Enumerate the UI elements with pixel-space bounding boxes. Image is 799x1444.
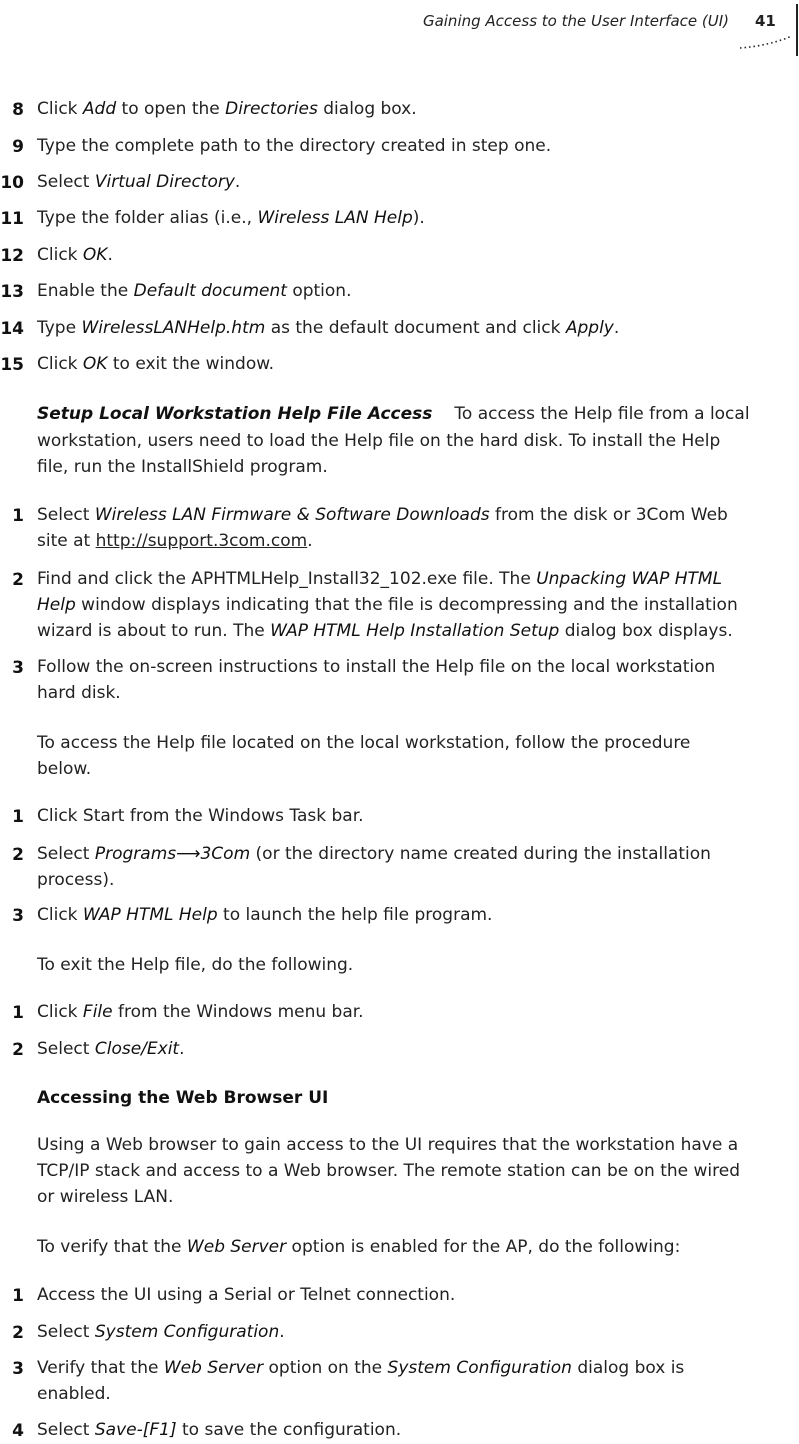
step-number: 1 (12, 1286, 24, 1306)
step-text: Type the folder alias (i.e., Wireless LAN Help). (37, 208, 425, 228)
step-number: 13 (0, 282, 24, 302)
step-text: Find and click the APHTMLHelp_Install32_102.exe file. The Unpacking WAP HTML (37, 569, 723, 589)
local-help-line-2: workstation, users need to load the Help file on the hard disk. To install the Help (37, 431, 721, 451)
step-text-continued: hard disk. (37, 683, 121, 703)
step-number: 2 (12, 845, 24, 865)
step-text: Type the complete path to the directory created in step one. (37, 136, 552, 156)
access-intro-line-2: below. (37, 759, 92, 779)
step-text-continued: site at http://support.3com.com. (37, 531, 313, 551)
step-text: Select Wireless LAN Firmware & Software Downloads from the disk or 3Com Web (37, 505, 728, 525)
step-number: 2 (12, 1323, 24, 1343)
step-number: 3 (12, 1359, 24, 1379)
local-help-line-1: Setup Local Workstation Help File Access To access the Help file from a local (37, 404, 750, 424)
step-text: Access the UI using a Serial or Telnet connection. (37, 1285, 456, 1305)
step-number: 1 (12, 807, 24, 827)
step-number: 11 (0, 209, 24, 229)
step-text: Click File from the Windows menu bar. (37, 1002, 364, 1022)
step-text-continued: enabled. (37, 1384, 111, 1404)
step-text: Follow the on-screen instructions to install the Help file on the local workstation (37, 657, 716, 677)
step-text: Select Programs⟶3Com (or the directory name created during the installation (37, 844, 711, 864)
step-number: 3 (12, 906, 24, 926)
section-run-in-heading: Setup Local Workstation Help File Access (37, 404, 433, 424)
local-help-line-3: file, run the InstallShield program. (37, 457, 328, 477)
running-header-title: Gaining Access to the User Interface (UI) (422, 12, 729, 30)
support-link[interactable]: http://support.3com.com (95, 531, 308, 551)
step-text-continued: wizard is about to run. The WAP HTML Help Installation Setup dialog box displays. (37, 621, 733, 641)
web-para-line-2: TCP/IP stack and access to a Web browser. The remote station can be on the wired (37, 1161, 741, 1181)
step-text: Click Add to open the Directories dialog box. (37, 99, 417, 119)
step-text: Click Start from the Windows Task bar. (37, 806, 364, 826)
web-para-line-1: Using a Web browser to gain access to the UI requires that the workstation have a (37, 1135, 739, 1155)
step-text: Select Close/Exit. (37, 1039, 185, 1059)
step-text: Click WAP HTML Help to launch the help file program. (37, 905, 493, 925)
step-text: Type WirelessLANHelp.htm as the default document and click Apply. (37, 318, 620, 338)
page-number: 41 (755, 12, 776, 30)
step-text: Verify that the Web Server option on the System Configuration dialog box is (37, 1358, 685, 1378)
step-number: 2 (12, 570, 24, 590)
access-intro-line-1: To access the Help file located on the local workstation, follow the procedure (37, 733, 691, 753)
exit-intro: To exit the Help file, do the following. (37, 955, 354, 975)
step-number: 10 (0, 173, 24, 193)
step-text: Select Save-[F1] to save the configuration. (37, 1420, 402, 1440)
step-number: 4 (12, 1421, 24, 1441)
step-number: 3 (12, 658, 24, 678)
page-header (0, 0, 799, 60)
step-text: Click OK to exit the window. (37, 354, 274, 374)
step-text: Enable the Default document option. (37, 281, 352, 301)
step-text-continued: process). (37, 870, 115, 890)
step-text: Click OK. (37, 245, 113, 265)
step-text: Select Virtual Directory. (37, 172, 241, 192)
web-section-heading: Accessing the Web Browser UI (37, 1088, 329, 1108)
step-number: 1 (12, 506, 24, 526)
step-number: 15 (0, 355, 24, 375)
step-number: 14 (0, 319, 24, 339)
header-dotted-ornament (738, 28, 794, 52)
step-text-continued: Help window displays indicating that the file is decompressing and the installation (37, 595, 738, 615)
step-number: 8 (12, 100, 24, 120)
step-number: 1 (12, 1003, 24, 1023)
step-number: 9 (12, 137, 24, 157)
web-para-line-3: or wireless LAN. (37, 1187, 174, 1207)
step-number: 2 (12, 1040, 24, 1060)
step-text: Select System Configuration. (37, 1322, 285, 1342)
header-rule (796, 4, 798, 56)
step-number: 12 (0, 246, 24, 266)
web-verify-intro: To verify that the Web Server option is enabled for the AP, do the following: (37, 1237, 681, 1257)
